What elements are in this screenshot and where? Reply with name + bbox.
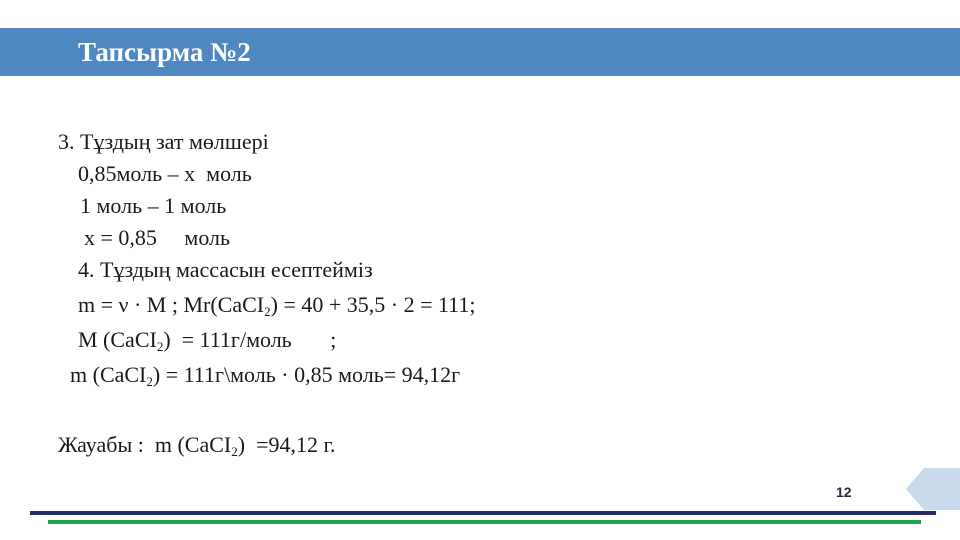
formula-text-b: ) = 40 + 35,5 · 2 = 111; [270,292,476,317]
answer-text-b: ) =94,12 г. [237,432,336,457]
footer-rule-navy [30,511,936,515]
formula-text-a: m (CaCI [70,362,147,387]
step4-heading: 4. Тұздың массасын есептейміз [78,257,373,282]
subscript: 2 [146,374,153,389]
formula-text-b: ) = 111г/моль ; [163,327,337,352]
page-number: 12 [836,484,852,500]
mass-calculation-line [70,362,460,388]
proportion-line-1: 0,85моль – х моль [78,161,252,186]
molar-mass-line [78,327,336,353]
subscript: 2 [264,304,271,319]
slide-title: Тапсырма №2 [78,37,251,67]
proportion-result: х = 0,85 моль [84,225,231,250]
formula-text-a: M (CaCI [78,327,157,352]
answer-text-a: Жауабы : m (CaCI [58,432,232,457]
formula-text-a: m = ν · M ; Mr(CaCI [78,292,265,317]
answer-line [58,432,336,458]
mass-formula-line [78,292,475,318]
footer-rule-green [48,520,921,524]
subscript: 2 [156,339,164,354]
formula-text-b: ) = 111г\моль · 0,85 моль= 94,12г [152,362,461,387]
proportion-line-2: 1 моль – 1 моль [80,193,227,218]
subscript: 2 [231,444,238,459]
step3-heading: 3. Тұздың зат мөлшері [58,129,269,154]
